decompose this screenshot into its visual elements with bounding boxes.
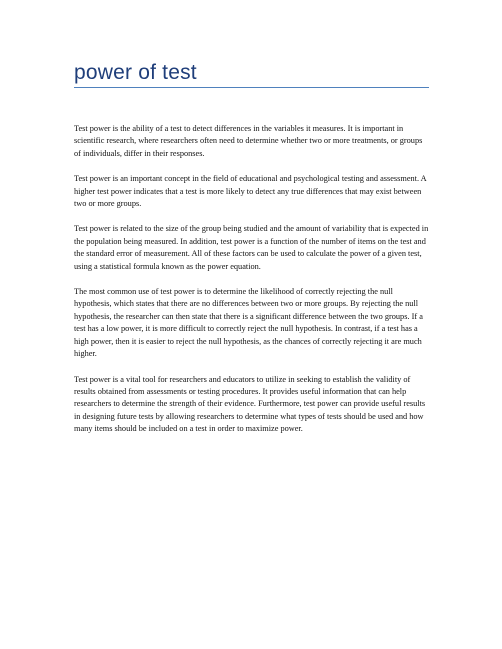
paragraph-2: Test power is an important concept in the field of educational and psychological testing and assessment. A higher test power indicates that a test is more likely to detect any true differences that may exist between two or more groups. [74,174,427,209]
title-underline [74,87,429,88]
paragraph-4: The most common use of test power is to determine the likelihood of correctly rejecting the null hypothesis, which states that there are no differences between two or more groups. By rejecting the null hypothesis, the researcher can then state that there is a significant difference between the two groups. If a test has a low power, it is more difficult to correctly reject the null hypothesis. In contrast, if a test has a high power, then it is easier to reject the null hypothesis, as the chances of correctly rejecting it are much higher. [74,287,423,359]
paragraph-3: Test power is related to the size of the group being studied and the amount of variability that is expected in the population being measured. In addition, test power is a function of the number of items on the test and the standard error of measurement. All of these factors can be used to calculate the power of a given test, using a statistical formula known as the power equation. [74,224,429,271]
paragraph-1: Test power is the ability of a test to detect differences in the variables it measures. It is important in scientific research, where researchers often need to determine whether two or more treatments, or groups of individuals, differ in their responses. [74,124,423,158]
paragraph-5: Test power is a vital tool for researchers and educators to utilize in seeking to establish the validity of results obtained from assessments or testing procedures. It provides useful information that can help researchers to determine the strength of their evidence. Furthermore, test power can provide useful results in designing future tests by allowing researchers to determine what types of tests should be used and how many items should be included on a test in order to maximize power. [74,374,426,434]
document-body [74,123,429,449]
document-title: power of test [74,61,197,84]
